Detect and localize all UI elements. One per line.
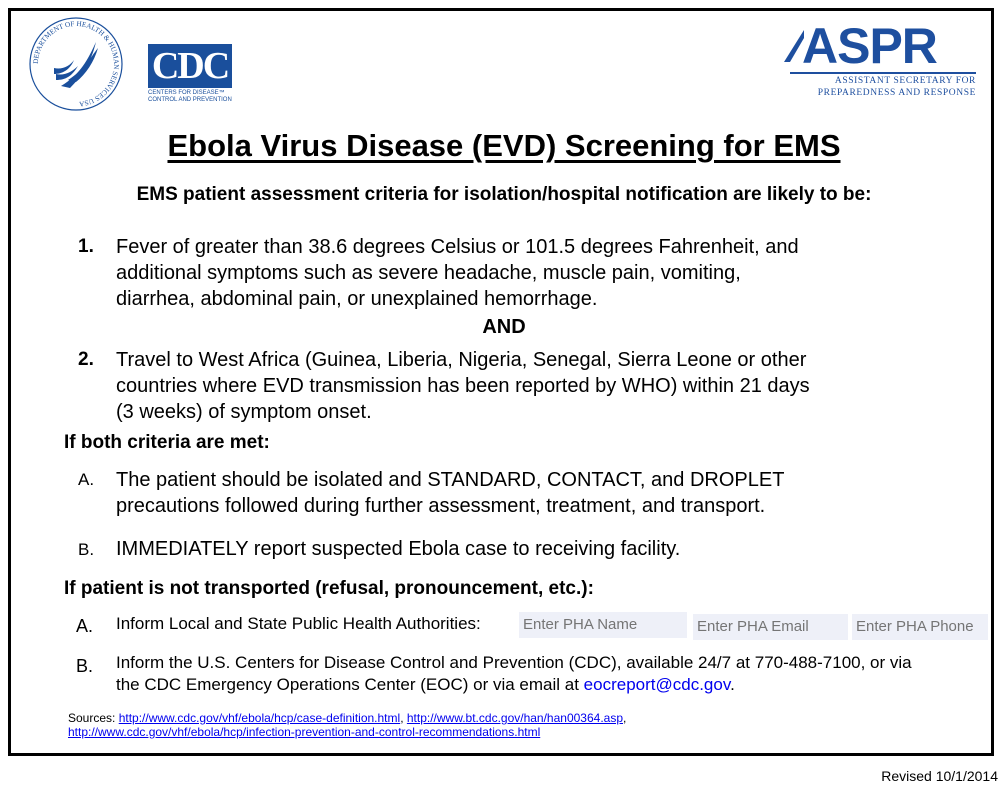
both-item-a-text: The patient should be isolated and STANDARD, CONTACT, and DROPLET precautions followed during further assessment, treatment, and transport. <box>116 469 785 517</box>
hhs-logo <box>26 14 126 114</box>
not-transported-heading: If patient is not transported (refusal, pronouncement, etc.): <box>64 578 594 599</box>
not-transported-item-a-text: Inform Local and State Public Health Authorities: <box>116 614 481 633</box>
criterion-1-text: Fever of greater than 38.6 degrees Celsius or 101.5 degrees Fahrenheit, and additional symptoms such as severe headache, muscle pain, vomiting, diarrhea, abdominal pain, or unexplained hemorrhage. <box>116 236 799 310</box>
both-item-b-text: IMMEDIATELY report suspected Ebola case to receiving facility. <box>116 538 681 560</box>
cdc-subtitle-line2: CONTROL AND PREVENTION <box>148 97 232 103</box>
source-link-han[interactable]: http://www.bt.cdc.gov/han/han00364.asp <box>406 711 624 725</box>
revised-date: Revised 10/1/2014 <box>881 768 998 784</box>
cdc-logo <box>148 44 232 104</box>
and-label: AND <box>482 316 526 338</box>
aspr-mark: ASPR <box>802 18 937 74</box>
source-link-case-definition[interactable]: http://www.cdc.gov/vhf/ebola/hcp/case-definition.html <box>118 711 401 725</box>
eoc-email-link[interactable]: eocreport@cdc.gov <box>583 675 731 694</box>
pha-name-field[interactable] <box>519 612 687 638</box>
sources-block: Sources: http://www.cdc.gov/vhf/ebola/hcp/case-definition.html, http://www.bt.cdc.gov/han/han00364.asp, http://www.cdc.gov/vhf/ebola/hcp/infection-prevention-and-control-recommendations.html <box>68 711 627 739</box>
page-title: Ebola Virus Disease (EVD) Screening for EMS <box>167 128 841 163</box>
source-link-infection-prevention[interactable]: http://www.cdc.gov/vhf/ebola/hcp/infection-prevention-and-control-recommendations.html <box>68 725 541 739</box>
cdc-mark: CDC <box>148 44 232 88</box>
not-transported-item-b-text: Inform the U.S. Centers for Disease Control and Prevention (CDC), available 24/7 at 770-488-7100, or via the CDC Emergency Operations Center (EOC) or via email at eocreport@cdc.gov. <box>116 653 912 694</box>
both-criteria-heading: If both criteria are met: <box>64 432 270 453</box>
sources-label: Sources: <box>68 711 119 725</box>
aspr-line2: PREPAREDNESS AND RESPONSE <box>817 88 976 98</box>
pha-phone-field[interactable] <box>852 614 988 640</box>
not-transported-item-b-letter: B. <box>76 656 94 676</box>
criterion-2-number: 2. <box>78 349 94 370</box>
assessment-subhead: EMS patient assessment criteria for isolation/hospital notification are likely to be: <box>136 184 872 205</box>
criterion-1-number: 1. <box>78 236 94 257</box>
aspr-rule <box>790 72 976 74</box>
svg-text:DEPARTMENT OF HEALTH & HUMAN S: DEPARTMENT OF HEALTH & HUMAN SERVICES USA <box>31 19 121 108</box>
criterion-2-text: Travel to West Africa (Guinea, Liberia, Nigeria, Senegal, Sierra Leone or other countries where EVD transmission has been reported by WHO) within 21 days (3 weeks) of symptom onset. <box>116 349 810 423</box>
pha-email-field[interactable] <box>693 614 848 640</box>
both-item-b-letter: B. <box>78 540 95 559</box>
not-transported-item-a-letter: A. <box>76 616 94 636</box>
both-item-a-letter: A. <box>78 470 95 489</box>
aspr-line1: ASSISTANT SECRETARY FOR <box>834 76 976 86</box>
cdc-subtitle-line1: CENTERS FOR DISEASE™ <box>148 90 225 96</box>
